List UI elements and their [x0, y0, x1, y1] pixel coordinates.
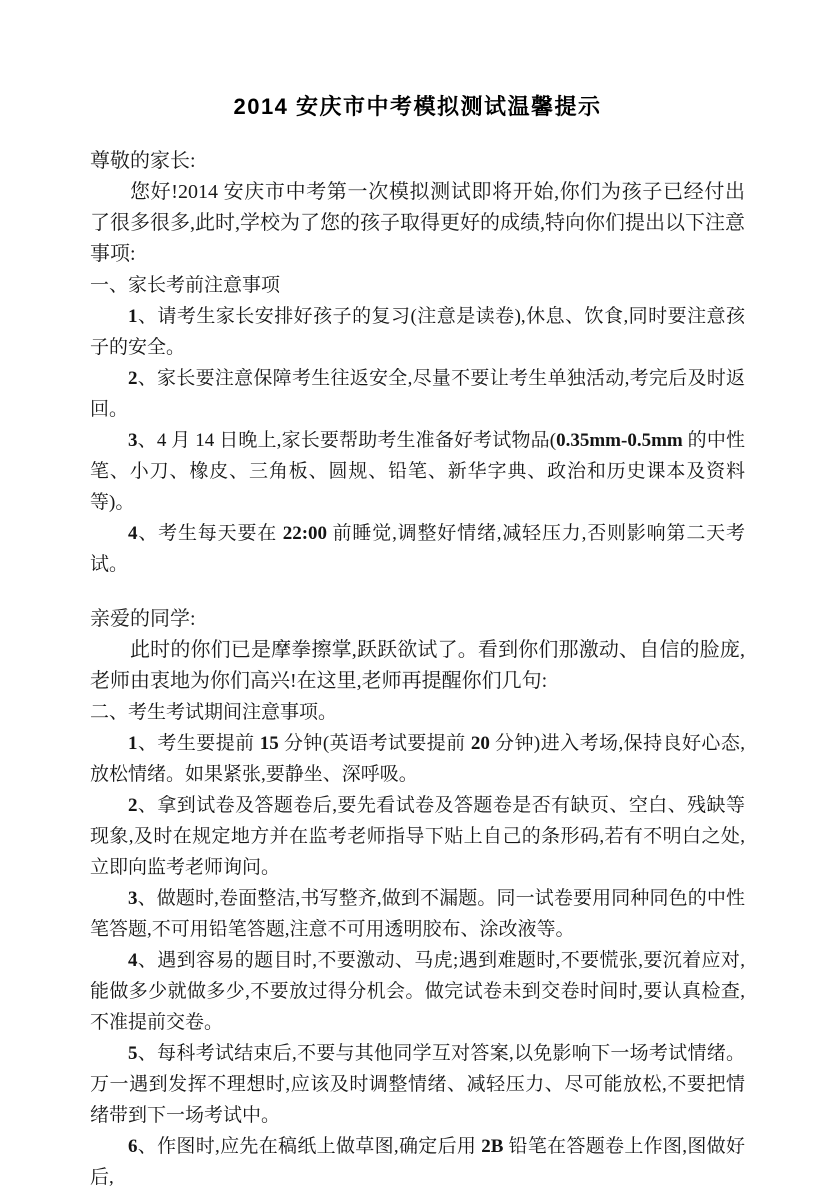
section-1-item-2 — [90, 363, 745, 425]
emphasized-number: 20 — [470, 733, 490, 754]
text-run: 亲爱的同学: — [90, 608, 196, 630]
text-run: 前睡觉,调整好情绪,减轻压力,否则影响第二天考试。 — [90, 523, 745, 575]
section-1-heading — [90, 270, 745, 301]
emphasized-number: 5 — [128, 1043, 138, 1064]
emphasized-number: 1 — [128, 733, 138, 754]
text-run: 、做题时,卷面整洁,书写整齐,做到不漏题。同一试卷要用同种同色的中性笔答题,不可用铅笔答题,注意不可用透明胶布、涂改液等。 — [90, 888, 745, 940]
section-1-item-3 — [90, 425, 745, 518]
section-1-item-4 — [90, 518, 745, 580]
salutation-parents — [90, 146, 745, 177]
emphasized-number: 15 — [259, 733, 279, 754]
section-2-item-1 — [90, 728, 745, 790]
text-run: 、4 月 14 日晚上,家长要帮助考生准备好考试物品( — [137, 430, 557, 451]
emphasized-number: 2B — [481, 1136, 504, 1157]
emphasized-number: 6 — [128, 1136, 138, 1157]
text-run: 、考生要提前 — [137, 733, 260, 754]
emphasized-number: 4 — [128, 950, 138, 971]
document-body — [90, 146, 745, 1193]
text-run: 、作图时,应先在稿纸上做草图,确定后用 — [137, 1136, 482, 1157]
emphasized-number: 0.35mm-0.5mm — [556, 430, 683, 451]
section-2-item-2 — [90, 790, 745, 883]
intro-parents — [90, 177, 745, 270]
section-2-heading — [90, 697, 745, 728]
text-run: 您好!2014 安庆市中考第一次模拟测试即将开始,你们为孩子已经付出了很多很多,此时,学校为了您的孩子取得更好的成绩,特向你们提出以下注意事项: — [90, 181, 745, 265]
text-run: 、请考生家长安排好孩子的复习(注意是读卷),休息、饮食,同时要注意孩子的安全。 — [90, 306, 745, 358]
section-2-item-4 — [90, 945, 745, 1038]
text-run: 一、家长考前注意事项 — [90, 275, 281, 296]
salutation-students — [90, 604, 745, 635]
document-title: 2014 安庆市中考模拟测试温馨提示 — [233, 94, 602, 119]
text-run: 、家长要注意保障考生往返安全,尽量不要让考生单独活动,考完后及时返回。 — [90, 368, 745, 420]
emphasized-number: 2 — [128, 795, 138, 816]
emphasized-number: 22:00 — [282, 523, 328, 544]
section-1-item-1 — [90, 301, 745, 363]
section-2-item-5 — [90, 1038, 745, 1131]
section-2-item-6 — [90, 1131, 745, 1193]
text-run: 铅笔在答题卷上作图,图做好后, — [90, 1136, 745, 1188]
text-run: 二、考生考试期间注意事项。 — [90, 702, 338, 723]
section-2-item-3 — [90, 883, 745, 945]
text-run: 此时的你们已是摩拳擦掌,跃跃欲试了。看到你们那激动、自信的脸庞,老师由衷地为你们高兴!在这里,老师再提醒你们几句: — [90, 639, 745, 692]
emphasized-number: 1 — [128, 306, 138, 327]
text-run: 的中性笔、小刀、橡皮、三角板、圆规、铅笔、新华字典、政治和历史课本及资料等)。 — [90, 430, 745, 513]
emphasized-number: 3 — [128, 430, 138, 451]
intro-students — [90, 635, 745, 697]
text-run: 分钟)进入考场,保持良好心态,放松情绪。如果紧张,要静坐、深呼吸。 — [90, 733, 746, 785]
emphasized-number: 4 — [128, 523, 138, 544]
emphasized-number: 3 — [128, 888, 138, 909]
text-run: 尊敬的家长: — [90, 150, 196, 172]
text-run: 、拿到试卷及答题卷后,要先看试卷及答题卷是否有缺页、空白、残缺等现象,及时在规定地方并在监考老师指导下贴上自己的条形码,若有不明白之处,立即向监考老师询问。 — [90, 795, 745, 878]
text-run: 、考生每天要在 — [137, 523, 283, 544]
text-run: 分钟(英语考试要提前 — [278, 733, 471, 754]
emphasized-number: 2 — [128, 368, 138, 389]
text-run: 、每科考试结束后,不要与其他同学互对答案,以免影响下一场考试情绪。万一遇到发挥不理想时,应该及时调整情绪、减轻压力、尽可能放松,不要把情绪带到下一场考试中。 — [90, 1043, 745, 1126]
text-run: 、遇到容易的题目时,不要激动、马虎;遇到难题时,不要慌张,要沉着应对,能做多少就做多少,不要放过得分机会。做完试卷未到交卷时间时,要认真检查,不准提前交卷。 — [90, 950, 745, 1033]
